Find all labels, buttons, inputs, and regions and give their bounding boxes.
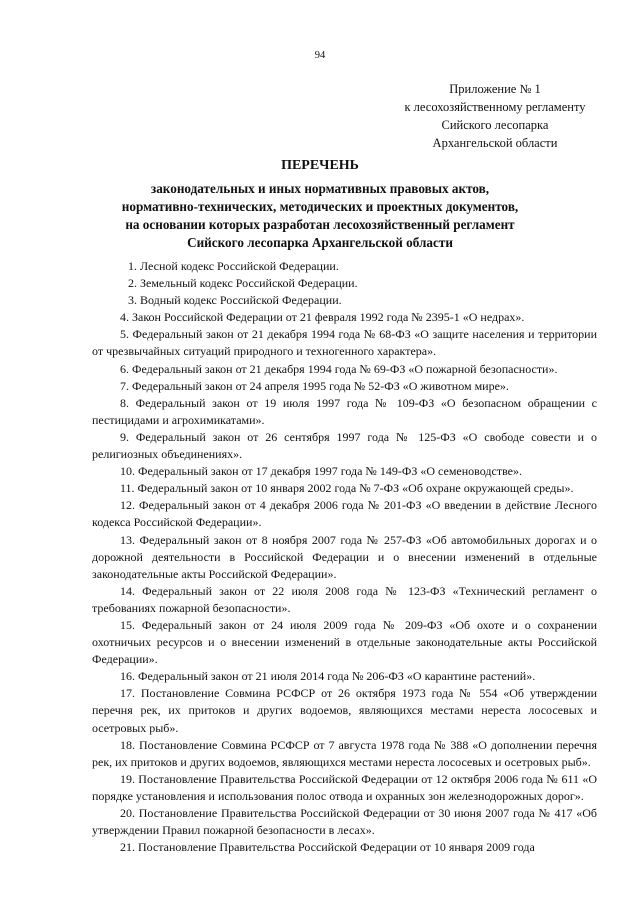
appendix-line-4: Архангельской области — [432, 136, 558, 150]
list-item: 4. Закон Российской Федерации от 21 февраля 1992 года № 2395-1 «О недрах». — [120, 310, 525, 325]
appendix-line-3: Сийского лесопарка — [441, 118, 549, 132]
list-item: 10. Федеральный закон от 17 декабря 1997 года № 149-ФЗ «О семеноводстве». — [120, 464, 522, 479]
title-line-1: законодательных и иных нормативных правовых актов, — [150, 181, 490, 196]
list-item: 18. Постановление Совмина РСФСР от 7 августа 1978 года № 388 «О дополнении перечня рек, их притоков и других водоемов, являющихся местами нереста лососевых и осетровых рыб». — [92, 737, 597, 769]
title-line-3: на основании которых разработан лесохозяйственный регламент — [125, 217, 515, 232]
list-item: 3. Водный кодекс Российской Федерации. — [128, 293, 342, 308]
list-item: 5. Федеральный закон от 21 декабря 1994 года № 68-ФЗ «О защите населения и территории от чрезвычайных ситуаций природного и техногенного характера». — [92, 327, 597, 359]
appendix-line-1: Приложение № 1 — [449, 82, 541, 96]
title-line-2: нормативно-технических, методических и проектных документов, — [121, 199, 519, 214]
appendix-header — [380, 80, 610, 152]
list-item: 1. Лесной кодекс Российской Федерации. — [128, 259, 339, 273]
title-main: ПЕРЕЧЕНЬ — [281, 158, 359, 173]
list-item: 15. Федеральный закон от 24 июля 2009 года № 209-ФЗ «Об охоте и о сохранении охотничьих ресурсов и о внесении изменений в отдельные законодательные акты Российской Федерации». — [92, 617, 597, 667]
appendix-line-2: к лесохозяйственному регламенту — [404, 100, 586, 114]
list-item: 16. Федеральный закон от 21 июля 2014 года № 206-ФЗ «О карантине растений». — [120, 669, 536, 684]
list-item: 13. Федеральный закон от 8 ноября 2007 года № 257-ФЗ «Об автомобильных дорогах и о дорожной деятельности в Российской Федерации и о внесении изменений в отдельные законодательные акты Российской Федерации». — [92, 532, 597, 581]
list-item: 7. Федеральный закон от 24 апреля 1995 года № 52-ФЗ «О животном мире». — [120, 378, 509, 393]
list-item: 11. Федеральный закон от 10 января 2002 года № 7-ФЗ «Об охране окружающей среды». — [120, 481, 574, 496]
list-item: 6. Федеральный закон от 21 декабря 1994 года № 69-ФЗ «О пожарной безопасности». — [120, 361, 558, 376]
list-item: 2. Земельный кодекс Российской Федерации. — [128, 276, 358, 291]
list-item: 17. Постановление Совмина РСФСР от 26 октября 1973 года № 554 «Об утверждении перечня рек, их притоков и других водоемов, являющихся местами нереста лососевых и осетровых рыб». — [92, 686, 597, 735]
list-item: 19. Постановление Правительства Российской Федерации от 12 октября 2006 года № 611 «О порядке установления и использования полос отвода и охранных зон железнодорожных дорог». — [92, 771, 597, 803]
title-line-4: Сийского лесопарка Архангельской области — [187, 235, 453, 250]
list-item: 21. Постановление Правительства Российской Федерации от 10 января 2009 года — [120, 840, 535, 855]
list-item: 8. Федеральный закон от 19 июля 1997 года № 109-ФЗ «О безопасном обращении с пестицидами и агрохимикатами». — [92, 395, 597, 427]
list-item: 9. Федеральный закон от 26 сентября 1997 года № 125-ФЗ «О свободе совести и о религиозных объединениях». — [92, 429, 597, 462]
list-item: 12. Федеральный закон от 4 декабря 2006 года № 201-ФЗ «О введении в действие Лесного кодекса Российской Федерации». — [92, 498, 597, 530]
list-item: 14. Федеральный закон от 22 июля 2008 года № 123-ФЗ «Технический регламент о требованиях пожарной безопасности». — [92, 583, 597, 615]
document-title — [90, 156, 550, 252]
document-list — [92, 258, 597, 856]
page-number: 94 — [314, 50, 326, 61]
list-item: 20. Постановление Правительства Российской Федерации от 30 июня 2007 года № 417 «Об утверждении Правил пожарной безопасности в лесах». — [92, 806, 597, 838]
